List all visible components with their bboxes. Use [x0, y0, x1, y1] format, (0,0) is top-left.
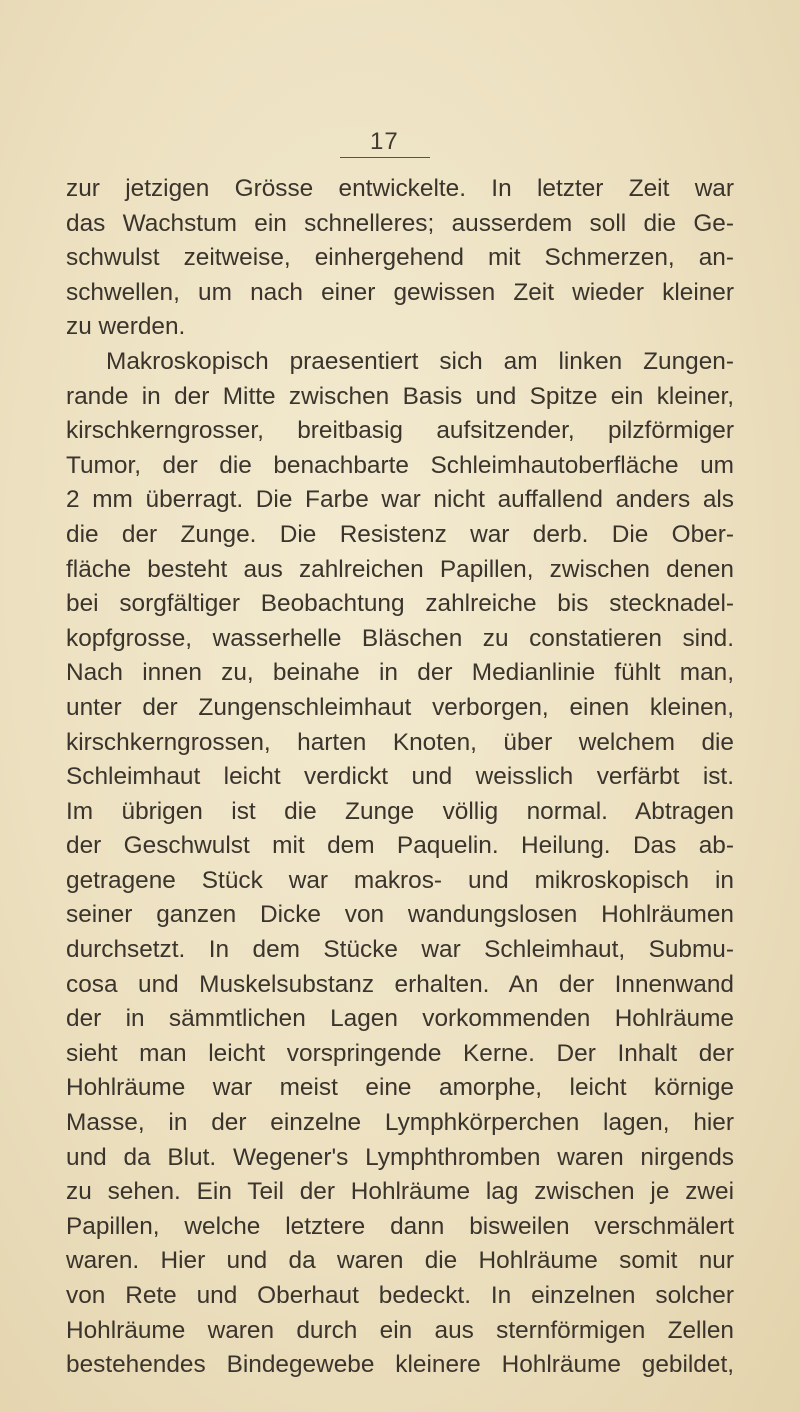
text-line: und da Blut. Wegener's Lymphthromben waren nirgends: [66, 1143, 734, 1171]
text-line: sieht man leicht vorspringende Kerne. Der Inhalt der: [66, 1039, 734, 1067]
text-line: cosa und Muskelsubstanz erhalten. An der Innenwand: [66, 970, 734, 998]
text-line: waren. Hier und da waren die Hohlräume somit nur: [66, 1247, 734, 1275]
text-line: unter der Zungenschleimhaut verborgen, einen kleinen,: [66, 693, 734, 721]
page-number: 17: [370, 128, 399, 155]
text-line: der Geschwulst mit dem Paquelin. Heilung. Das ab-: [66, 832, 734, 860]
page-header: [340, 128, 430, 160]
text-line: der in sämmtlichen Lagen vorkommenden Hohlräume: [66, 1005, 734, 1033]
header-rule: [340, 157, 430, 158]
text-line: kirschkerngrossen, harten Knoten, über welchem die: [66, 728, 734, 756]
text-line: Nach innen zu, beinahe in der Medianlinie fühlt man,: [66, 659, 734, 687]
text-line: Hohlräume war meist eine amorphe, leicht körnige: [66, 1074, 734, 1102]
text-line: kirschkerngrosser, breitbasig aufsitzender, pilzförmiger: [66, 417, 734, 445]
text-line: 2 mm überragt. Die Farbe war nicht auffallend anders als: [66, 486, 734, 514]
text-line: Im übrigen ist die Zunge völlig normal. Abtragen: [66, 797, 734, 825]
text-line: schwulst zeitweise, einhergehend mit Schmerzen, an-: [66, 244, 734, 272]
text-line: schwellen, um nach einer gewissen Zeit wieder kleiner: [66, 278, 734, 306]
text-line: bei sorgfältiger Beobachtung zahlreiche bis stecknadel-: [66, 590, 734, 618]
text-line: fläche besteht aus zahlreichen Papillen, zwischen denen: [66, 555, 734, 583]
text-line: Makroskopisch praesentiert sich am linken Zungen-: [106, 347, 734, 375]
text-line: zu werden.: [66, 313, 186, 341]
text-line: Papillen, welche letztere dann bisweilen verschmälert: [66, 1212, 734, 1240]
text-line: zu sehen. Ein Teil der Hohlräume lag zwischen je zwei: [66, 1178, 734, 1206]
text-line: das Wachstum ein schnelleres; ausserdem soll die Ge-: [66, 209, 734, 237]
text-line: seiner ganzen Dicke von wandungslosen Hohlräumen: [66, 901, 734, 929]
text-line: zur jetzigen Grösse entwickelte. In letzter Zeit war: [66, 175, 734, 202]
text-line: kopfgrosse, wasserhelle Bläschen zu constatieren sind.: [66, 624, 734, 652]
text-line: die der Zunge. Die Resistenz war derb. Die Ober-: [66, 520, 734, 548]
text-line: durchsetzt. In dem Stücke war Schleimhaut, Submu-: [66, 936, 734, 964]
text-line: Hohlräume waren durch ein aus sternförmigen Zellen: [66, 1316, 734, 1344]
text-line: von Rete und Oberhaut bedeckt. In einzelnen solcher: [66, 1282, 734, 1309]
text-line: Tumor, der die benachbarte Schleimhautoberfläche um: [66, 451, 734, 479]
body-text: [66, 172, 734, 1383]
text-line: getragene Stück war makros- und mikroskopisch in: [66, 866, 734, 894]
text-line: bestehendes Bindegewebe kleinere Hohlräume gebildet,: [66, 1351, 734, 1379]
text-line: rande in der Mitte zwischen Basis und Spitze ein kleiner,: [66, 382, 734, 410]
text-line: Masse, in der einzelne Lymphkörperchen lagen, hier: [66, 1109, 734, 1137]
text-line: Schleimhaut leicht verdickt und weisslich verfärbt ist.: [66, 763, 734, 791]
